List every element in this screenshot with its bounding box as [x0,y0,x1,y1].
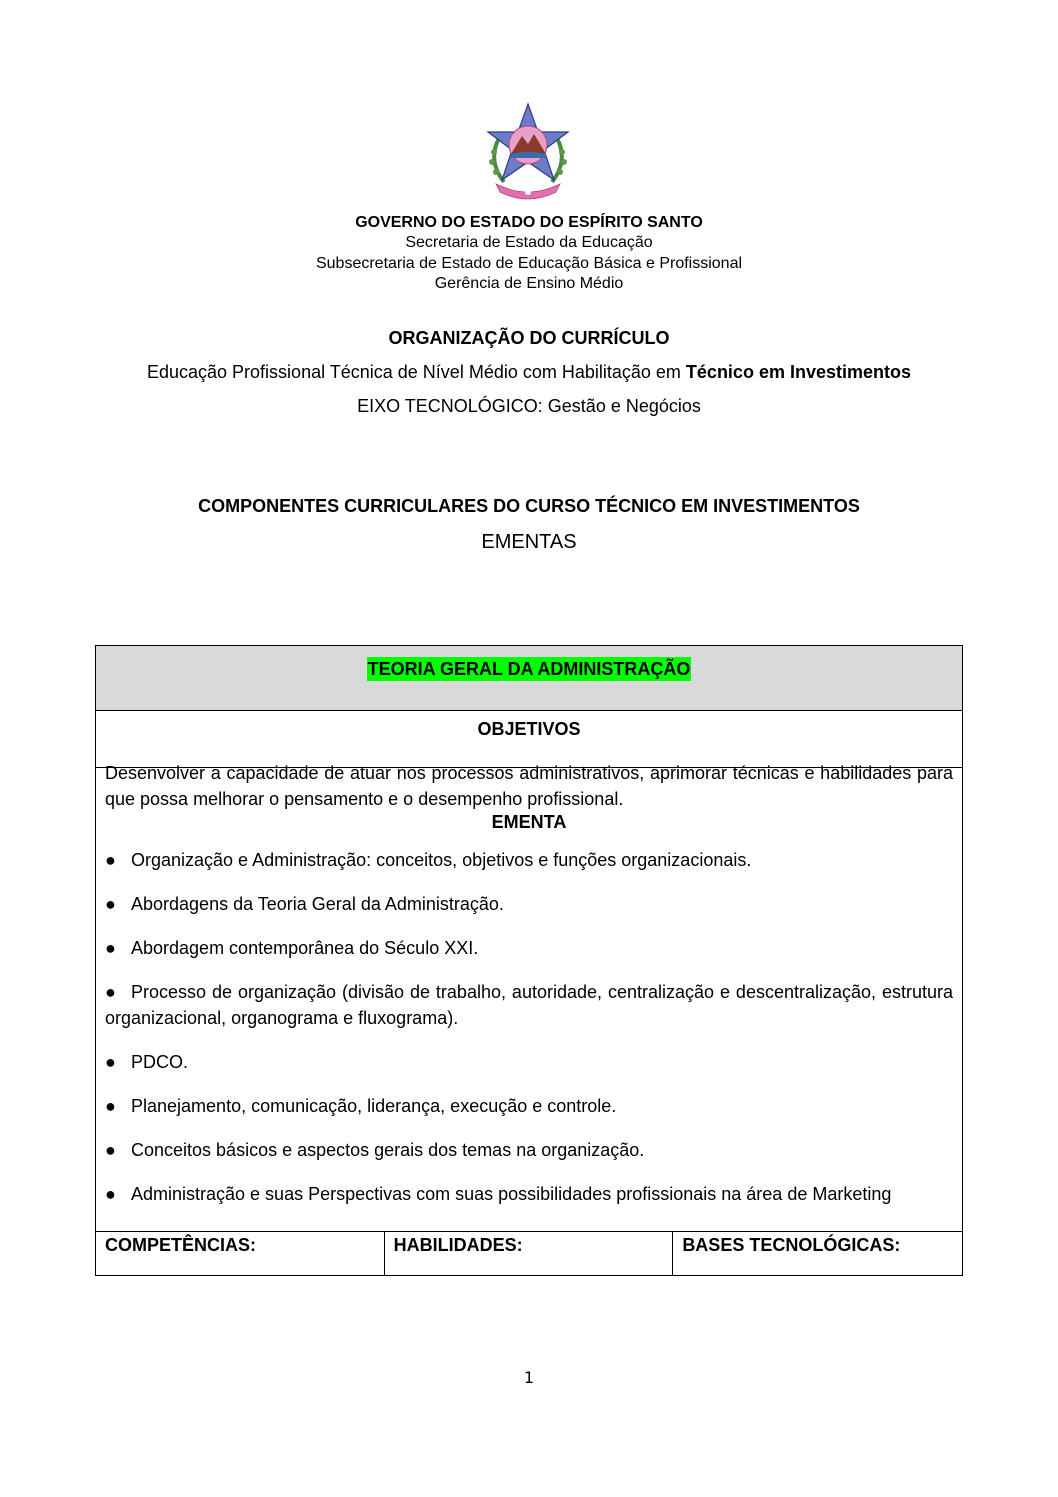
bullet-icon: ● [105,1140,116,1160]
course-line [0,362,1058,383]
ementas-title: EMENTAS [481,531,577,553]
column-bases-tecnologicas: BASES TECNOLÓGICAS: [682,1235,901,1255]
objectives-heading: OBJETIVOS [477,719,581,739]
column-habilidades: HABILIDADES: [385,1232,674,1275]
ementa-item: ● Abordagem contemporânea do Século XXI. [105,935,953,961]
technological-axis: EIXO TECNOLÓGICO: Gestão e Negócios [357,396,701,416]
bullet-icon: ● [105,894,116,914]
government-name: GOVERNO DO ESTADO DO ESPÍRITO SANTO [355,214,703,231]
discipline-table [95,645,963,1276]
course-prefix: Educação Profissional Técnica de Nível Médio com Habilitação em [146,362,686,382]
bullet-icon: ● [105,1184,116,1204]
page-number: 1 [523,1368,535,1387]
objectives-text: Desenvolver a capacidade de atuar nos processos administrativos, aprimorar técnicas e habilidades para que possa melhorar o pensamento e o desempenho profissional. [105,763,953,809]
ementa-list [105,847,953,1207]
ementa-row [96,768,962,1232]
ementa-item: ● Planejamento, comunicação, liderança, execução e controle. [105,1093,953,1119]
discipline-title: TEORIA GERAL DA ADMINISTRAÇÃO [367,659,691,679]
ementa-item: ● Processo de organização (divisão de trabalho, autoridade, centralização e descentralização, estrutura organizacional, organograma e fluxograma). [105,979,953,1031]
bullet-icon: ● [105,1096,116,1116]
organization-title: ORGANIZAÇÃO DO CURRÍCULO [388,328,670,348]
ementa-heading: EMENTA [491,812,567,832]
secretariat-name: Secretaria de Estado da Educação [405,234,653,251]
ementa-item: ● Organização e Administração: conceitos, objetivos e funções organizacionais. [105,847,953,873]
subsecretariat-name: Subsecretaria de Estado de Educação Básica e Profissional [315,254,743,272]
government-header [0,212,1058,295]
bullet-icon: ● [105,1052,116,1072]
ementa-item: ● Conceitos básicos e aspectos gerais dos temas na organização. [105,1137,953,1163]
components-title: COMPONENTES CURRICULARES DO CURSO TÉCNICO EM INVESTIMENTOS [198,496,860,516]
course-name: Técnico em Investimentos [685,362,911,382]
management-name: Gerência de Ensino Médio [434,275,624,292]
ementa-item: ● PDCO. [105,1049,953,1075]
ementa-item: ● Administração e suas Perspectivas com suas possibilidades profissionais na área de Marketing [105,1181,953,1207]
column-competencias: COMPETÊNCIAS: [96,1232,385,1275]
objectives-row [96,655,962,809]
columns-header-row [96,1232,962,1275]
bullet-icon: ● [105,850,116,870]
state-coat-of-arms-icon [484,100,572,200]
ementa-item: ● Abordagens da Teoria Geral da Administração. [105,891,953,917]
bullet-icon: ● [105,982,116,1002]
bullet-icon: ● [105,938,116,958]
